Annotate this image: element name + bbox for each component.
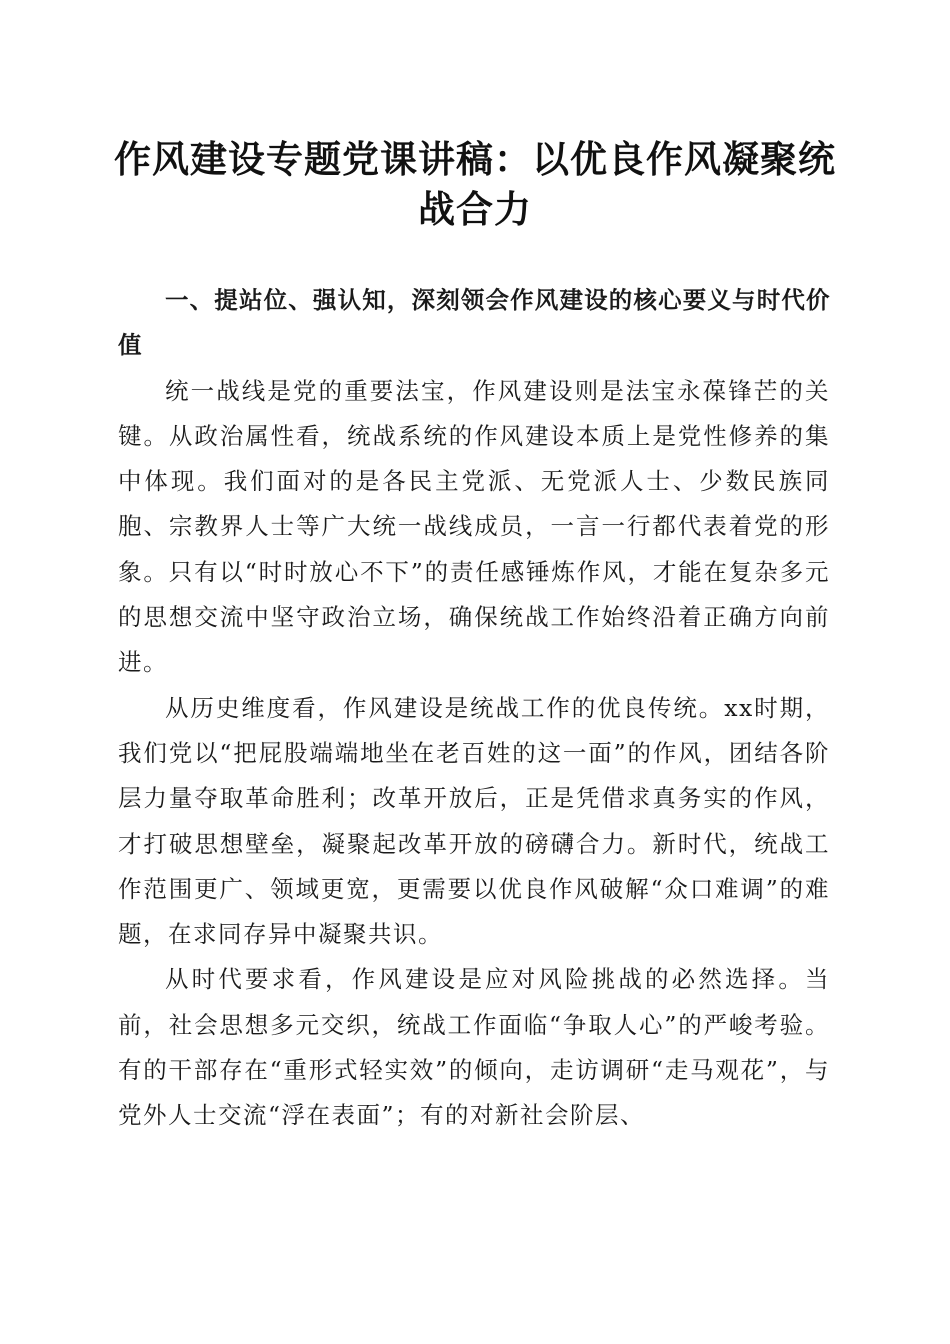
body-paragraph: 从时代要求看，作风建设是应对风险挑战的必然选择。当前，社会思想多元交织，统战工作面临“争取人心”的严峻考验。有的干部存在“重形式轻实效”的倾向，走访调研“走马观花”，与党外人士交流“浮在表面”；有的对新社会阶层、 [118,965,830,1130]
document-title: 作风建设专题党课讲稿：以优良作风凝聚统战合力 [114,137,836,231]
body-paragraph: 统一战线是党的重要法宝，作风建设则是法宝永葆锋芒的关键。从政治属性看，统战系统的作风建设本质上是党性修养的集中体现。我们面对的是各民主党派、无党派人士、少数民族同胞、宗教界人士等广大统一战线成员，一言一行都代表着党的形象。只有以“时时放心不下”的责任感锤炼作风，才能在复杂多元的思想交流中坚守政治立场，确保统战工作始终沿着正确方向前进。 [118,376,830,677]
body-paragraph: 从历史维度看，作风建设是统战工作的优良传统。xx时期，我们党以“把屁股端端地坐在老百姓的这一面”的作风，团结各阶层力量夺取革命胜利；改革开放后，正是凭借求真务实的作风，才打破思想壁垒，凝聚起改革开放的磅礴合力。新时代，统战工作范围更广、领域更宽，更需要以优良作风破解“众口难调”的难题，在求同存异中凝聚共识。 [118,693,830,949]
section-heading: 一、提站位、强认知，深刻领会作风建设的核心要义与时代价值 [118,286,830,360]
document-body [118,278,830,1139]
